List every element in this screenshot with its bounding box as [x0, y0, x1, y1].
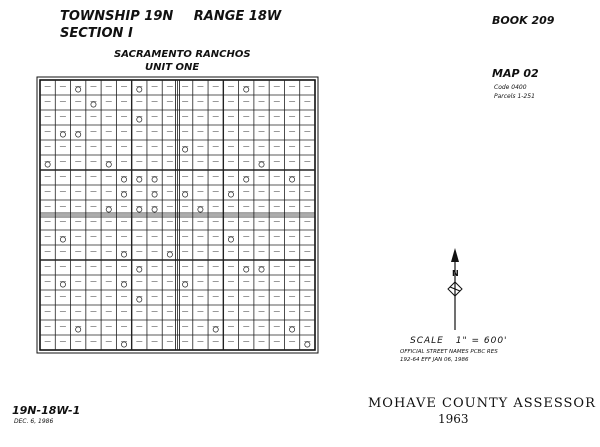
range-label: RANGE 18W	[193, 9, 282, 24]
parcel-circle	[198, 207, 203, 212]
parcel-circle	[244, 87, 249, 92]
effective-date-note: 192-64 EFF JAN 06, 1986	[400, 357, 469, 363]
parcel-circle	[183, 192, 188, 197]
subdivision-unit: UNIT ONE	[145, 62, 200, 73]
parcel-circle	[121, 177, 126, 182]
parcel-circle	[121, 282, 126, 287]
parcel-circle	[76, 327, 81, 332]
parcel-circle	[305, 342, 310, 347]
parcel-circle	[289, 327, 294, 332]
subdivision-name: SACRAMENTO RANCHOS	[114, 49, 251, 60]
parcel-circle	[244, 267, 249, 272]
parcel-circle	[106, 162, 111, 167]
parcel-circle	[289, 177, 294, 182]
book-number: BOOK 209	[492, 14, 555, 27]
parcel-circle	[121, 342, 126, 347]
map-tag: 19N-18W-1	[12, 404, 81, 417]
parcel-range: Parcels 1-251	[494, 93, 535, 100]
parcel-circle	[167, 252, 172, 257]
parcel-circle	[60, 237, 65, 242]
township-range-title	[60, 10, 281, 23]
parcel-circle	[45, 162, 50, 167]
map-number: MAP 02	[492, 67, 539, 80]
township-label: TOWNSHIP 19N	[60, 9, 174, 24]
north-arrow-letter: N	[452, 269, 459, 278]
parcel-circle	[228, 192, 233, 197]
parcel-circle	[259, 162, 264, 167]
parcel-circle	[152, 192, 157, 197]
street-names-note: OFFICIAL STREET NAMES PCBC RES	[400, 349, 498, 355]
parcel-circle	[106, 207, 111, 212]
parcel-circle	[60, 282, 65, 287]
north-arrow-head	[451, 248, 459, 262]
scale-value: 1" = 600'	[455, 336, 508, 346]
parcel-circle	[213, 327, 218, 332]
parcel-circle	[60, 132, 65, 137]
parcel-circle	[121, 192, 126, 197]
map-code: Code 0400	[494, 84, 527, 91]
map-tag-date: DEC. 6, 1986	[14, 418, 54, 425]
parcel-circle	[137, 267, 142, 272]
parcel-circle	[137, 117, 142, 122]
scale-word: SCALE	[410, 336, 444, 346]
parcel-circle	[137, 297, 142, 302]
parcel-circle	[244, 177, 249, 182]
parcel-circle	[76, 87, 81, 92]
section-label: SECTION I	[60, 26, 133, 41]
scale-label	[410, 337, 508, 346]
parcel-circle	[228, 237, 233, 242]
parcel-circle	[137, 207, 142, 212]
parcel-circle	[137, 87, 142, 92]
parcel-circle	[259, 267, 264, 272]
parcel-circle	[183, 282, 188, 287]
parcel-circle	[137, 177, 142, 182]
parcel-circle	[152, 177, 157, 182]
parcel-circle	[183, 147, 188, 152]
parcel-circle	[121, 252, 126, 257]
parcel-circle	[91, 102, 96, 107]
parcel-circle	[152, 207, 157, 212]
assessor-label: MOHAVE COUNTY ASSESSOR	[368, 396, 596, 411]
parcel-circle	[76, 132, 81, 137]
assessor-year: 1963	[438, 412, 469, 426]
